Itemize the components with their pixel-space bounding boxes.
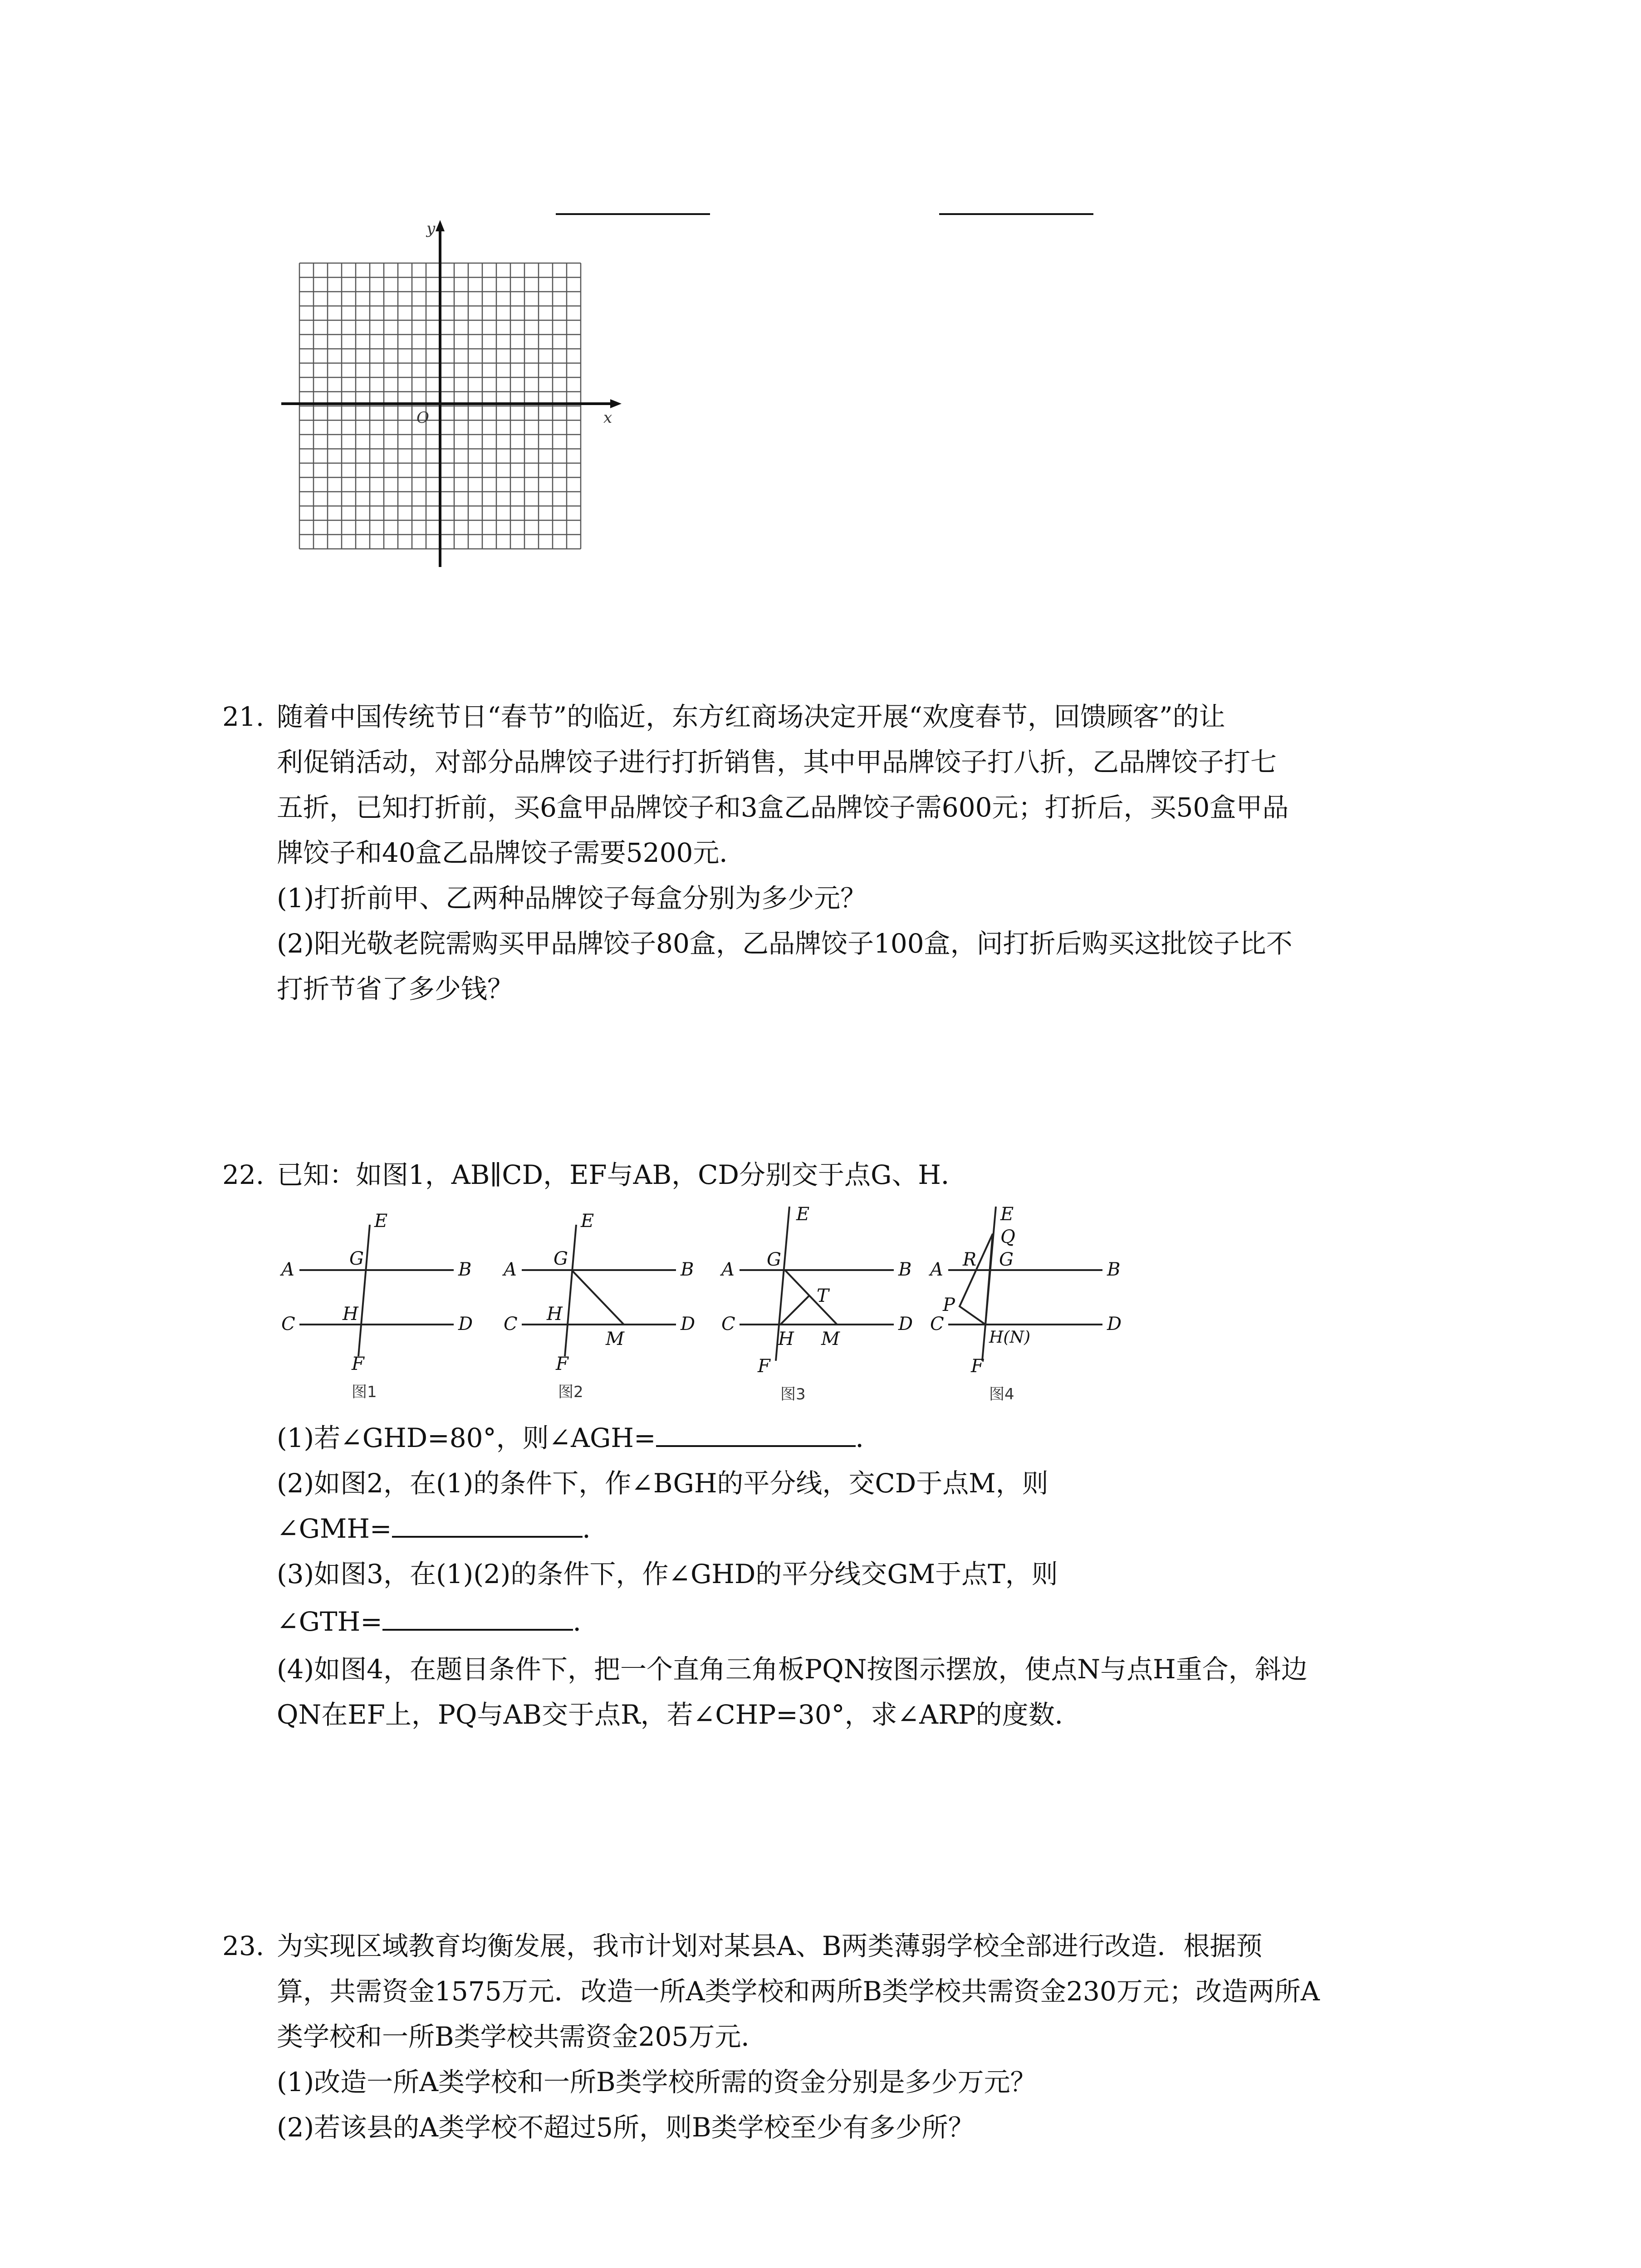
point-T: T <box>817 1286 829 1306</box>
point-F: F <box>758 1356 770 1377</box>
point-C: C <box>504 1314 518 1334</box>
figure-3-caption: 图3 <box>780 1385 806 1403</box>
x-axis-label: x <box>603 409 612 427</box>
point-C: C <box>930 1314 944 1334</box>
point-D: D <box>458 1314 473 1334</box>
q22-part-3-line-1: (3)如图3，在(1)(2)的条件下，作∠GHD的平分线交GM于点T，则 <box>277 1559 1058 1589</box>
q23-line-2: 算，共需资金1575万元．改造一所A类学校和两所B类学校共需资金230万元；改造两所A <box>277 1976 1320 2007</box>
q22-part-1-blank <box>656 1418 856 1447</box>
x-axis-arrow <box>610 399 622 408</box>
point-C: C <box>721 1314 735 1334</box>
q23-line-3: 类学校和一所B类学校共需资金205万元． <box>277 2021 768 2052</box>
figure-4-caption: 图4 <box>989 1385 1014 1403</box>
figure-2 <box>495 1207 703 1406</box>
y-axis-arrow <box>436 220 445 231</box>
point-H: H <box>343 1304 358 1325</box>
point-F: F <box>971 1356 984 1377</box>
point-G: G <box>999 1249 1014 1270</box>
point-F: F <box>556 1354 568 1374</box>
point-B: B <box>681 1259 694 1280</box>
q22-part-2-blank <box>392 1509 583 1538</box>
q23-part-1: (1)改造一所A类学校和一所B类学校所需的资金分别是多少万元？ <box>277 2067 1037 2097</box>
q21-line-4: 牌饺子和40盒乙品牌饺子需要5200元． <box>277 837 746 868</box>
q22-intro: 22. 已知：如图1，AB∥CD，EF与AB，CD分别交于点G、H． <box>222 1152 967 1198</box>
q22-part-1: (1)若∠GHD=80°，则∠AGH= ． <box>277 1415 882 1461</box>
point-B: B <box>1107 1259 1121 1280</box>
point-E: E <box>1000 1204 1014 1225</box>
figure-2-caption: 图2 <box>558 1383 583 1401</box>
point-B: B <box>458 1259 472 1280</box>
point-H: H <box>778 1329 794 1349</box>
point-G: G <box>554 1248 568 1269</box>
point-Q: Q <box>1000 1227 1015 1247</box>
q21-line-3: 五折，已知打折前，买6盒甲品牌饺子和3盒乙品牌饺子需600元；打折后，买50盒甲品 <box>277 792 1289 823</box>
point-H: H <box>547 1304 563 1325</box>
point-A: A <box>504 1259 517 1280</box>
q22-part-3-blank <box>382 1602 573 1631</box>
q22-number: 22. <box>222 1159 265 1190</box>
point-M: M <box>821 1329 840 1349</box>
coordinate-grid <box>272 213 635 576</box>
point-A: A <box>281 1259 294 1280</box>
point-A: A <box>930 1259 943 1280</box>
point-E: E <box>796 1204 810 1225</box>
point-G: G <box>349 1248 364 1269</box>
q23-part-2: (2)若该县的A类学校不超过5所，则B类学校至少有多少所？ <box>277 2112 975 2143</box>
point-E: E <box>581 1211 594 1232</box>
point-F: F <box>352 1354 364 1374</box>
q22-part-2-line-2: ∠GMH= ． <box>277 1506 609 1551</box>
q22-part-2-line-1: (2)如图2，在(1)的条件下，作∠BGH的平分线，交CD于点M，则 <box>277 1468 1048 1499</box>
q22-part-3-line-2: ∠GTH= ． <box>277 1599 599 1644</box>
q23-line-1: 23. 为实现区域教育均衡发展，我市计划对某县A、B两类薄弱学校全部进行改造．根据预 <box>222 1923 1263 1969</box>
figure-1-caption: 图1 <box>352 1383 377 1401</box>
y-axis-label: y <box>426 220 436 238</box>
q21-part-2-line-1: (2)阳光敬老院需购买甲品牌饺子80盒，乙品牌饺子100盒，问打折后购买这批饺子比不 <box>277 928 1293 959</box>
q21-line-2: 利促销活动，对部分品牌饺子进行打折销售，其中甲品牌饺子打八折，乙品牌饺子打七 <box>277 747 1277 777</box>
figure-4 <box>921 1198 1148 1406</box>
point-C: C <box>281 1314 295 1334</box>
point-B: B <box>898 1259 912 1280</box>
point-D: D <box>1107 1314 1122 1334</box>
point-R: R <box>963 1249 977 1270</box>
q22-part-4-line-1: (4)如图4，在题目条件下，把一个直角三角板PQN按图示摆放，使点N与点H重合，斜边 <box>277 1654 1308 1685</box>
point-D: D <box>898 1314 913 1334</box>
point-A: A <box>721 1259 735 1280</box>
q21-part-2-line-2: 打折节省了多少钱？ <box>277 973 514 1004</box>
figure-1 <box>272 1207 481 1406</box>
q23-number: 23. <box>222 1931 265 1961</box>
point-E: E <box>374 1211 388 1232</box>
q21-number: 21. <box>222 701 265 732</box>
origin-label: O <box>416 409 429 427</box>
q22-part-4-line-2: QN在EF上，PQ与AB交于点R，若∠CHP=30°，求∠ARP的度数． <box>277 1699 1081 1730</box>
point-HN: H(N) <box>989 1328 1030 1347</box>
answer-blank-2 <box>939 213 1093 215</box>
q21-part-1: (1)打折前甲、乙两种品牌饺子每盒分别为多少元？ <box>277 883 867 914</box>
figure-3 <box>712 1198 921 1406</box>
point-D: D <box>681 1314 696 1334</box>
point-M: M <box>606 1329 624 1349</box>
point-G: G <box>767 1249 781 1270</box>
q21-line-1: 21. 随着中国传统节日“春节”的临近，东方红商场决定开展“欢度春节，回馈顾客”的让 <box>222 694 1225 739</box>
point-P: P <box>943 1295 955 1315</box>
